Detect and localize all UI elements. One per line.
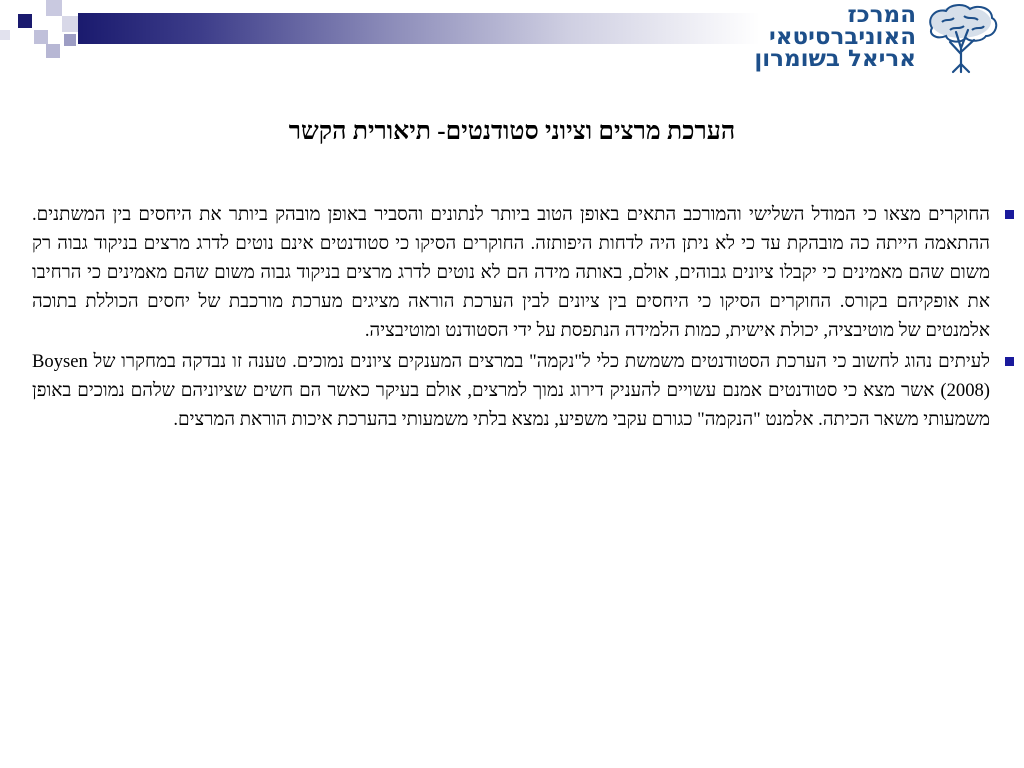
- logo-line-1: המרכז: [847, 2, 916, 28]
- square-bullet-icon: [1005, 210, 1014, 219]
- deco-square: [62, 16, 78, 32]
- deco-square: [34, 30, 48, 44]
- deco-square: [46, 0, 62, 16]
- square-bullet-icon: [1005, 357, 1014, 366]
- header-gradient-bar: [78, 13, 760, 44]
- deco-square: [64, 34, 76, 46]
- logo-wordmark: [754, 2, 916, 70]
- corner-decoration: [0, 0, 80, 62]
- university-logo: [754, 2, 1002, 74]
- deco-square: [0, 30, 10, 40]
- deco-square: [46, 44, 60, 58]
- logo-line-3: אריאל בשומרון: [754, 46, 916, 72]
- slide-title: הערכת מרצים וציוני סטודנטים- תיאורית הקשר: [288, 118, 736, 145]
- bullet-text: החוקרים מצאו כי המודל השלישי והמורכב התאים באופן הטוב ביותר לנתונים והסביר באופן מובהק ביותר את היחסים בין המשתנים. ההתאמה הייתה כה מובהקת עד כי לא ניתן היה לדחות היפותזה. החוקרים הסיקו כי סטודנטים אינם נוטים לדרג מרצים בניקוד גבוה רק משום שהם מאמינים כי יקבלו ציונים גבוהים, אולם, באותה מידה הם לא נוטים לדרג מרצים בניקוד גבוה משום שהם מאמינים כי הרחיבו את אופקיהם בקורס. החוקרים הסיקו כי היחסים בין ציונים לבין הערכת הוראה מציגים מערכת מורכבת של יחסים הכוללת בתוכה אלמנטים של מוטיבציה, יכולת אישית, כמות הלמידה הנתפסת על ידי הסטודנט ומוטיבציה.: [32, 204, 990, 341]
- logo-line-2: האוניברסיטאי: [768, 24, 916, 50]
- bullet-list: [32, 200, 1016, 436]
- bullet-item: [32, 347, 1016, 434]
- bullet-text: לעיתים נהוג לחשוב כי הערכת הסטודנטים משמשת כלי ל"נקמה" במרצים המענקים ציונים נמוכים. טענה זו נבדקה במחקרו של Boysen (2008) אשר מצא כי סטודנטים אמנם עשויים להעניק דירוג נמוך למרצים, אולם בעיקר כאשר הם חשים שציוניהם שלהם נמוכים באופן משמעותי משאר הכיתה. אלמנט "הנקמה" כגורם עקבי משפיע, נמצא בלתי משמעותי בהערכת איכות הוראת המרצים.: [32, 351, 990, 430]
- deco-square: [18, 14, 32, 28]
- tree-emblem-icon: [920, 2, 1002, 74]
- bullet-item: [32, 200, 1016, 345]
